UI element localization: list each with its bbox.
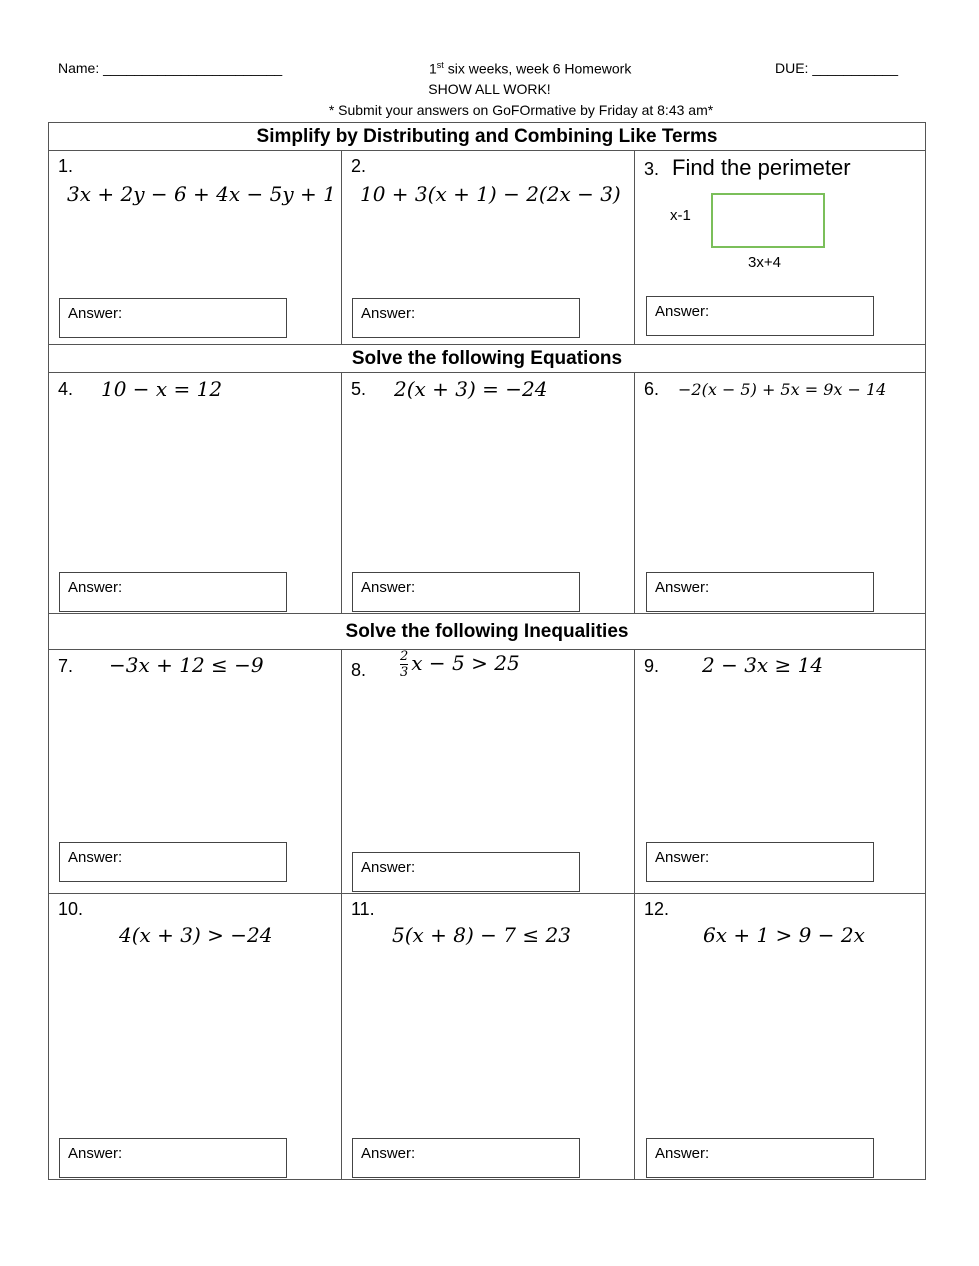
problem-number: 7. [58,656,74,676]
problem-number: 1. [58,156,74,176]
problem-number: 10. [58,899,84,919]
problem-number: 3. [644,159,660,179]
rectangle-side-label: x-1 [670,207,691,224]
name-field-label: Name: _______________________ [58,60,283,76]
problem-cell-9 [634,649,926,894]
problem-number: 2. [351,156,367,176]
problem-cell-7 [48,649,342,894]
problem-expression: 4(x + 3) > −24 [119,923,273,947]
problem-expression: 10 − x = 12 [101,377,223,401]
fraction [400,650,408,679]
problem-cell-5 [341,372,635,614]
fraction-denominator: 3 [400,665,409,680]
section-title-inequalities: Solve the following Inequalities [48,613,926,650]
answer-box[interactable]: Answer: [352,572,580,612]
problem-expression: 2(x + 3) = −24 [394,377,548,401]
problem-cell-8 [341,649,635,894]
problem-cell-1 [48,150,342,345]
section-title-simplify: Simplify by Distributing and Combining Like Terms [48,122,926,151]
problem-expression [400,650,520,679]
title-text: six weeks, week 6 Homework [443,60,632,77]
expression-text: x − 5 > 25 [411,651,520,675]
title-number: 1 [429,60,437,77]
answer-box[interactable]: Answer: [352,1138,580,1178]
problem-number: 11. [351,899,375,919]
problem-expression: −3x + 12 ≤ −9 [109,653,264,677]
problem-expression: 6x + 1 > 9 − 2x [703,923,865,947]
problem-cell-6 [634,372,926,614]
problem-cell-2 [341,150,635,345]
due-field-label: DUE: ___________ [775,60,898,76]
answer-box[interactable]: Answer: [59,572,287,612]
answer-box[interactable]: Answer: [646,572,874,612]
problem-expression: −2(x − 5) + 5x = 9x − 14 [678,380,887,399]
submit-note: * Submit your answers on GoFOrmative by Friday at 8:43 am* [328,102,714,118]
answer-box[interactable]: Answer: [59,842,287,882]
show-work-instruction: SHOW ALL WORK! [428,81,551,97]
problem-instruction: Find the perimeter [672,155,851,180]
answer-box[interactable]: Answer: [646,296,874,336]
problem-number: 6. [644,379,660,399]
problem-cell-11 [341,893,635,1180]
problem-expression: 2 − 3x ≥ 14 [702,653,824,677]
problem-number: 4. [58,379,74,399]
problem-number: 12. [644,899,670,919]
answer-box[interactable]: Answer: [59,298,287,338]
problem-cell-3 [634,150,926,345]
answer-box[interactable]: Answer: [646,842,874,882]
problem-expression: 5(x + 8) − 7 ≤ 23 [392,923,571,947]
title-superscript: st [436,60,444,70]
answer-box[interactable]: Answer: [352,298,580,338]
problem-number: 9. [644,656,660,676]
perimeter-rectangle [711,193,825,248]
problem-expression: 3x + 2y − 6 + 4x − 5y + 1 [67,182,336,206]
answer-box[interactable]: Answer: [352,852,580,892]
problem-cell-10 [48,893,342,1180]
worksheet-title [429,60,631,77]
problem-cell-12 [634,893,926,1180]
problem-cell-4 [48,372,342,614]
problem-number: 5. [351,379,367,399]
answer-box[interactable]: Answer: [59,1138,287,1178]
problem-number: 8. [351,660,367,680]
section-title-equations: Solve the following Equations [48,344,926,373]
fraction-numerator: 2 [400,649,409,664]
problem-expression: 10 + 3(x + 1) − 2(2x − 3) [360,182,621,206]
rectangle-bottom-label: 3x+4 [748,254,781,271]
answer-box[interactable]: Answer: [646,1138,874,1178]
